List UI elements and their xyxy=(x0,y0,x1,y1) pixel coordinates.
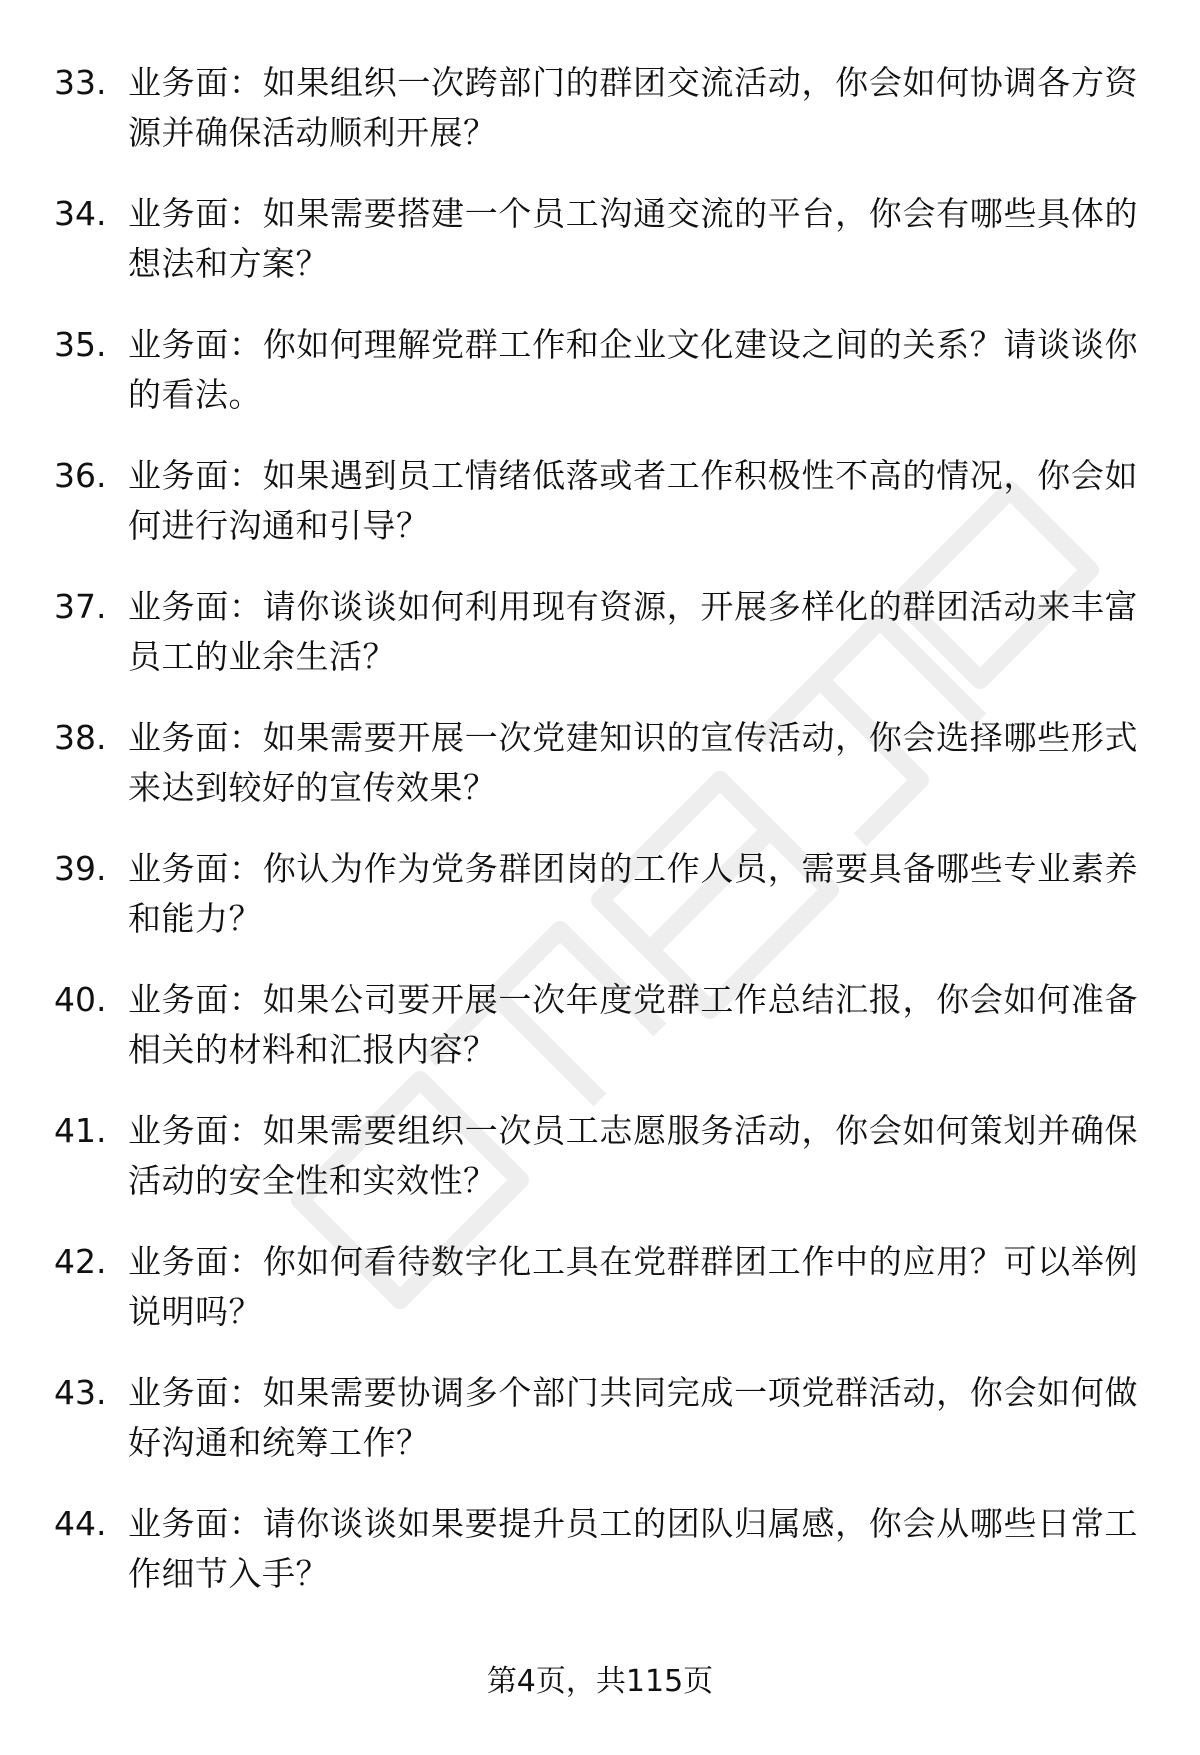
question-item xyxy=(0,844,1200,975)
question-item xyxy=(0,58,1200,189)
question-item xyxy=(0,1106,1200,1237)
question-number: 42. xyxy=(54,1242,107,1281)
question-number: 39. xyxy=(54,849,107,888)
question-text: 业务面：你认为作为党务群团岗的工作人员，需要具备哪些专业素养和能力？ xyxy=(128,849,1138,938)
question-text: 业务面：如果需要协调多个部门共同完成一项党群活动，你会如何做好沟通和统筹工作？ xyxy=(128,1373,1138,1462)
question-text: 业务面：如果需要开展一次党建知识的宣传活动，你会选择哪些形式来达到较好的宣传效果？ xyxy=(128,718,1138,807)
question-item xyxy=(0,451,1200,582)
question-text: 业务面：如果需要组织一次员工志愿服务活动，你会如何策划并确保活动的安全性和实效性？ xyxy=(128,1111,1138,1200)
question-number: 35. xyxy=(54,325,107,364)
question-number: 37. xyxy=(54,587,107,626)
question-text: 业务面：你如何看待数字化工具在党群群团工作中的应用？可以举例说明吗？ xyxy=(128,1242,1138,1331)
question-text: 业务面：如果遇到员工情绪低落或者工作积极性不高的情况，你会如何进行沟通和引导？ xyxy=(128,456,1138,545)
question-item xyxy=(0,1499,1200,1630)
question-text: 业务面：请你谈谈如何利用现有资源，开展多样化的群团活动来丰富员工的业余生活？ xyxy=(128,587,1138,676)
question-item xyxy=(0,582,1200,713)
question-number: 43. xyxy=(54,1373,107,1412)
question-number: 44. xyxy=(54,1504,107,1543)
question-item xyxy=(0,189,1200,320)
question-number: 34. xyxy=(54,194,107,233)
question-text: 业务面：如果公司要开展一次年度党群工作总结汇报，你会如何准备相关的材料和汇报内容？ xyxy=(128,980,1138,1069)
page-number: 第4页，共115页 xyxy=(486,1664,714,1699)
question-number: 36. xyxy=(54,456,107,495)
question-item xyxy=(0,1237,1200,1368)
question-text: 业务面：如果需要搭建一个员工沟通交流的平台，你会有哪些具体的想法和方案？ xyxy=(128,194,1138,283)
question-number: 38. xyxy=(54,718,107,757)
question-item xyxy=(0,713,1200,844)
question-text: 业务面：你如何理解党群工作和企业文化建设之间的关系？请谈谈你的看法。 xyxy=(128,325,1138,414)
question-number: 33. xyxy=(54,63,107,102)
question-number: 40. xyxy=(54,980,107,1019)
question-list xyxy=(0,58,1200,1630)
question-number: 41. xyxy=(54,1111,107,1150)
question-text: 业务面：请你谈谈如果要提升员工的团队归属感，你会从哪些日常工作细节入手？ xyxy=(128,1504,1138,1593)
question-text: 业务面：如果组织一次跨部门的群团交流活动，你会如何协调各方资源并确保活动顺利开展？ xyxy=(128,63,1138,152)
question-item xyxy=(0,320,1200,451)
question-item xyxy=(0,1368,1200,1499)
question-item xyxy=(0,975,1200,1106)
